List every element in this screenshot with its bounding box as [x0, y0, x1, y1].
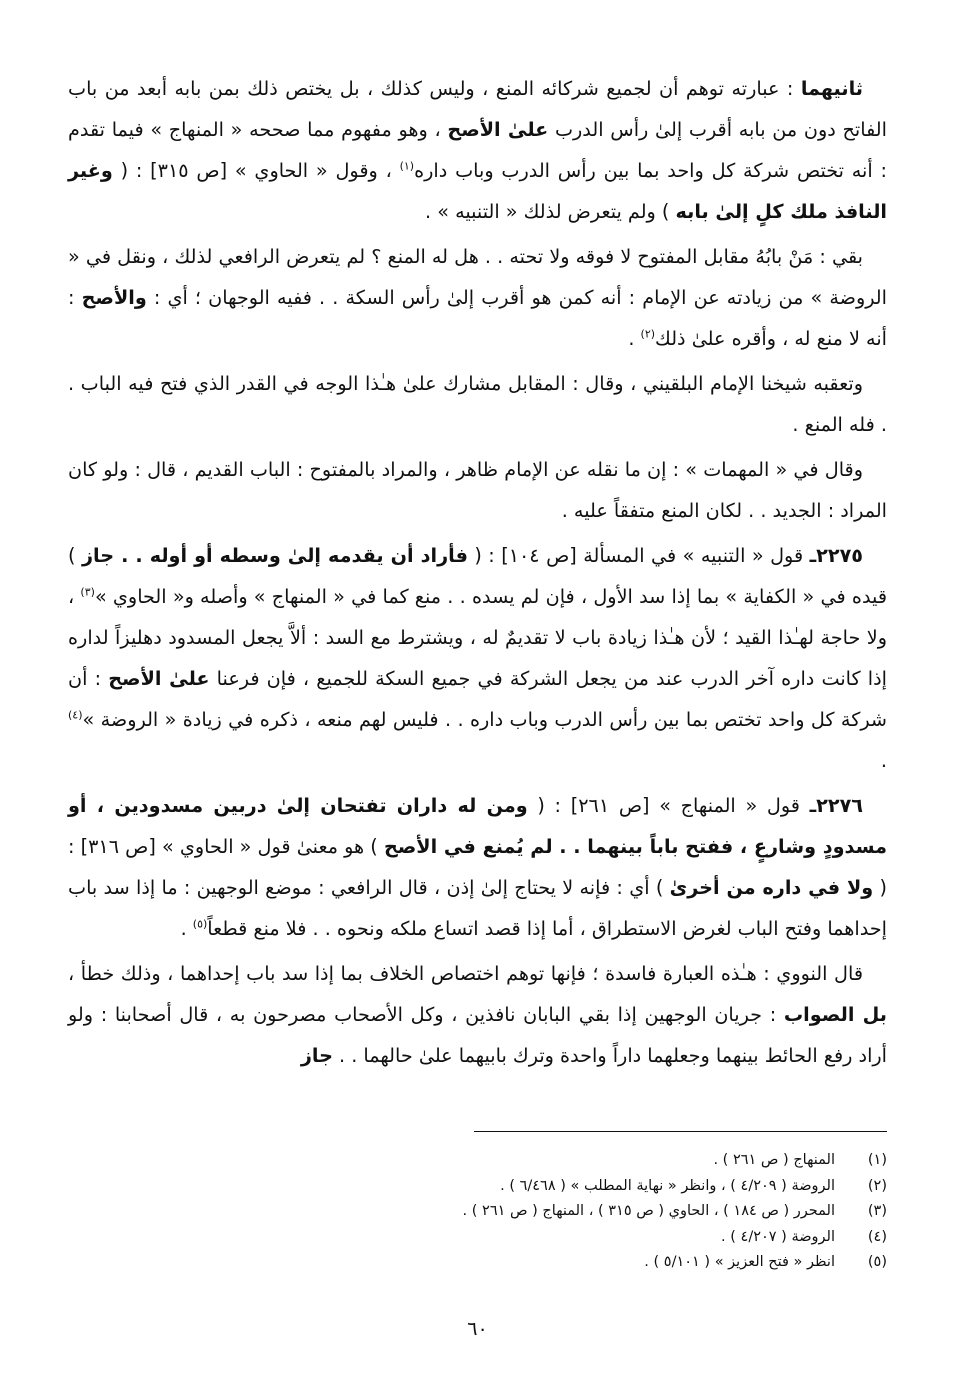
bold-text: ٢٢٧٦ـ: [809, 794, 864, 817]
paragraph: [68, 68, 887, 232]
footnote-text: انظر « فتح العزيز » ( ٥/١٠١ ) .: [644, 1254, 835, 1270]
footnote-ref: (٣): [80, 585, 95, 599]
text-run: قال النووي : هـٰذه العبارة فاسدة ؛ فإنها توهم اختصاص الخلاف بما إذا سد باب إحداهما ، وذلك خطأ ،: [68, 962, 863, 985]
text-run: ، وهو مفهوم مما صححه « المنهاج » فيما تقدم : أنه تختص شركة كل واحد بما بين رأس الدرب وباب داره: [68, 118, 887, 182]
bold-text: علىٰ الأصح: [447, 118, 549, 141]
footnote-number: (٥): [867, 1254, 887, 1270]
text-run: ) قيده في « الكفاية » بما إذا سد الأول ، فإن لم يسده . . منع كما في « المنهاج » وأصله و« الحاوي »: [68, 544, 887, 608]
bold-text: ولا في داره من أخرىٰ: [669, 876, 874, 899]
bold-text: وغير النافذ ملك كلٍ إلىٰ بابه: [68, 159, 887, 223]
paragraph: [68, 785, 887, 949]
footnote: [68, 1199, 887, 1225]
footnote-text: الروضة ( ٤/٢٠٩ ) ، وانظر « نهاية المطلب » ( ٦/٤٦٨ ) .: [500, 1177, 835, 1194]
footnote-ref: (٢): [640, 327, 656, 341]
footnote-separator: [474, 1131, 887, 1132]
bold-text: بل الصواب: [783, 1003, 887, 1026]
footnote-text: المنهاج ( ص ٢٦١ ) .: [713, 1152, 835, 1168]
text-run: وقال في « المهمات » : إن ما نقله عن الإمام ظاهر ، والمراد بالمفتوح : الباب القديم ، قال : ولو كان المراد : الجديد . . لكان المنع متفقاً عليه .: [68, 458, 887, 522]
footnote-ref: (٥): [192, 917, 208, 931]
paragraph: [68, 953, 887, 1076]
text-run: قول « المنهاج » [ص ٢٦١] : (: [527, 794, 810, 817]
bold-text: ثانيهما: [800, 77, 863, 100]
bold-text: والأصح: [81, 286, 147, 309]
footnote-number: (٤): [867, 1228, 887, 1245]
footnote-number: (٢): [867, 1177, 887, 1194]
footnote-ref: (١): [399, 159, 415, 173]
paragraph: [68, 236, 887, 359]
text-run: .: [880, 749, 887, 772]
footnote-number: (٣): [867, 1203, 887, 1219]
text-run: : أن شركة كل واحد تختص بما بين رأس الدرب وباب داره . . فليس لهم منعه ، ذكره في زيادة « الروضة »: [68, 667, 887, 731]
text-run: بقي : مَنْ بابُهُ مقابل المفتوح لا فوقه ولا تحته . . هل له المنع ؟ لم يتعرض الرافعي لذلك ، ونقل في « الروضة » من زيادته عن الإمام : أنه كمن هو أقرب إلىٰ رأس السكة . . ففيه الوجهان ؛ أي :: [68, 245, 887, 309]
text-run: ، وقول « الحاوي » [ص ٣١٥] : (: [112, 159, 400, 182]
text-run: ) هو معنىٰ قول « الحاوي » [ص ٣١٦] : (: [68, 835, 888, 899]
text-run: .: [180, 917, 193, 940]
footnote-ref: (٤): [68, 708, 83, 722]
footnote: [68, 1174, 887, 1200]
footnote: [68, 1225, 887, 1251]
bold-text: ومن له داران تفتحان إلىٰ دربين مسدودين ، أو مسدودٍ وشارعٍ ، ففتح باباً بينهما . . لم يُمنع في الأصح: [68, 794, 887, 858]
paragraph: [68, 449, 887, 531]
footnote-text: الروضة ( ٤/٢٠٧ ) .: [721, 1228, 835, 1245]
footnotes: [68, 1148, 887, 1276]
bold-text: فأراد أن يقدمه إلىٰ وسطه أو أوله . . جاز: [81, 544, 468, 567]
paragraph: [68, 535, 887, 781]
footnote-number: (١): [867, 1152, 887, 1168]
text-run: : عبارته توهم أن لجميع شركائه المنع ، وليس كذلك ، بل يختص ذلك بمن بابه أبعد من باب الفاتح دون من بابه أقرب إلىٰ رأس الدرب: [68, 77, 887, 141]
text-run: ) ولم يتعرض لذلك « التنبيه » .: [425, 200, 676, 223]
bold-text: جاز: [300, 1044, 333, 1067]
footnote: [68, 1250, 887, 1276]
footnote: [68, 1148, 887, 1174]
text-run: : أنه لا منع له ، وأقره علىٰ ذلك: [68, 286, 887, 350]
text-run: ، ولا حاجة لهـٰذا القيد ؛ لأن هـٰذا زيادة باب لا تقديمٌ له ، ويشترط مع السد : ألاَّ يجعل المسدود دهليزاً لداره إذا كانت داره آخر الدرب عند من يجعل الشركة في جميع السكة للجميع ، فإن فرعنا: [68, 585, 887, 690]
text-run: قول « التنبيه » في المسألة [ص ١٠٤] : (: [467, 544, 810, 567]
bold-text: علىٰ الأصح: [108, 667, 210, 690]
paragraph: [68, 363, 887, 445]
text-run: ) أي : فإنه لا يحتاج إلىٰ إذن ، قال الرافعي : موضع الوجهين : ما إذا سد باب إحداهما وفتح الباب لغرض الاستطراق ، أما إذا قصد اتساع ملكه ونحوه . . فلا منع قطعاً: [68, 876, 887, 940]
bold-text: ٢٢٧٥ـ: [809, 544, 863, 567]
footnote-text: المحرر ( ص ١٨٤ ) ، الحاوي ( ص ٣١٥ ) ، المنهاج ( ص ٢٦١ ) .: [462, 1203, 835, 1219]
text-run: وتعقبه شيخنا الإمام البلقيني ، وقال : المقابل مشارك علىٰ هـٰذا الوجه في القدر الذي فتح فيه الباب . . فله المنع .: [68, 372, 887, 436]
page-number: ٦٠: [467, 1318, 488, 1340]
text-run: : جريان الوجهين إذا بقي البابان نافذين ، وكل الأصحاب مصرحون به ، قال أصحابنا : ولو أراد رفع الحائط بينهما وجعلهما داراً واحدة وترك بابيهما علىٰ حالهما . .: [68, 1003, 887, 1067]
main-text: [68, 68, 887, 1076]
text-run: .: [628, 327, 641, 350]
